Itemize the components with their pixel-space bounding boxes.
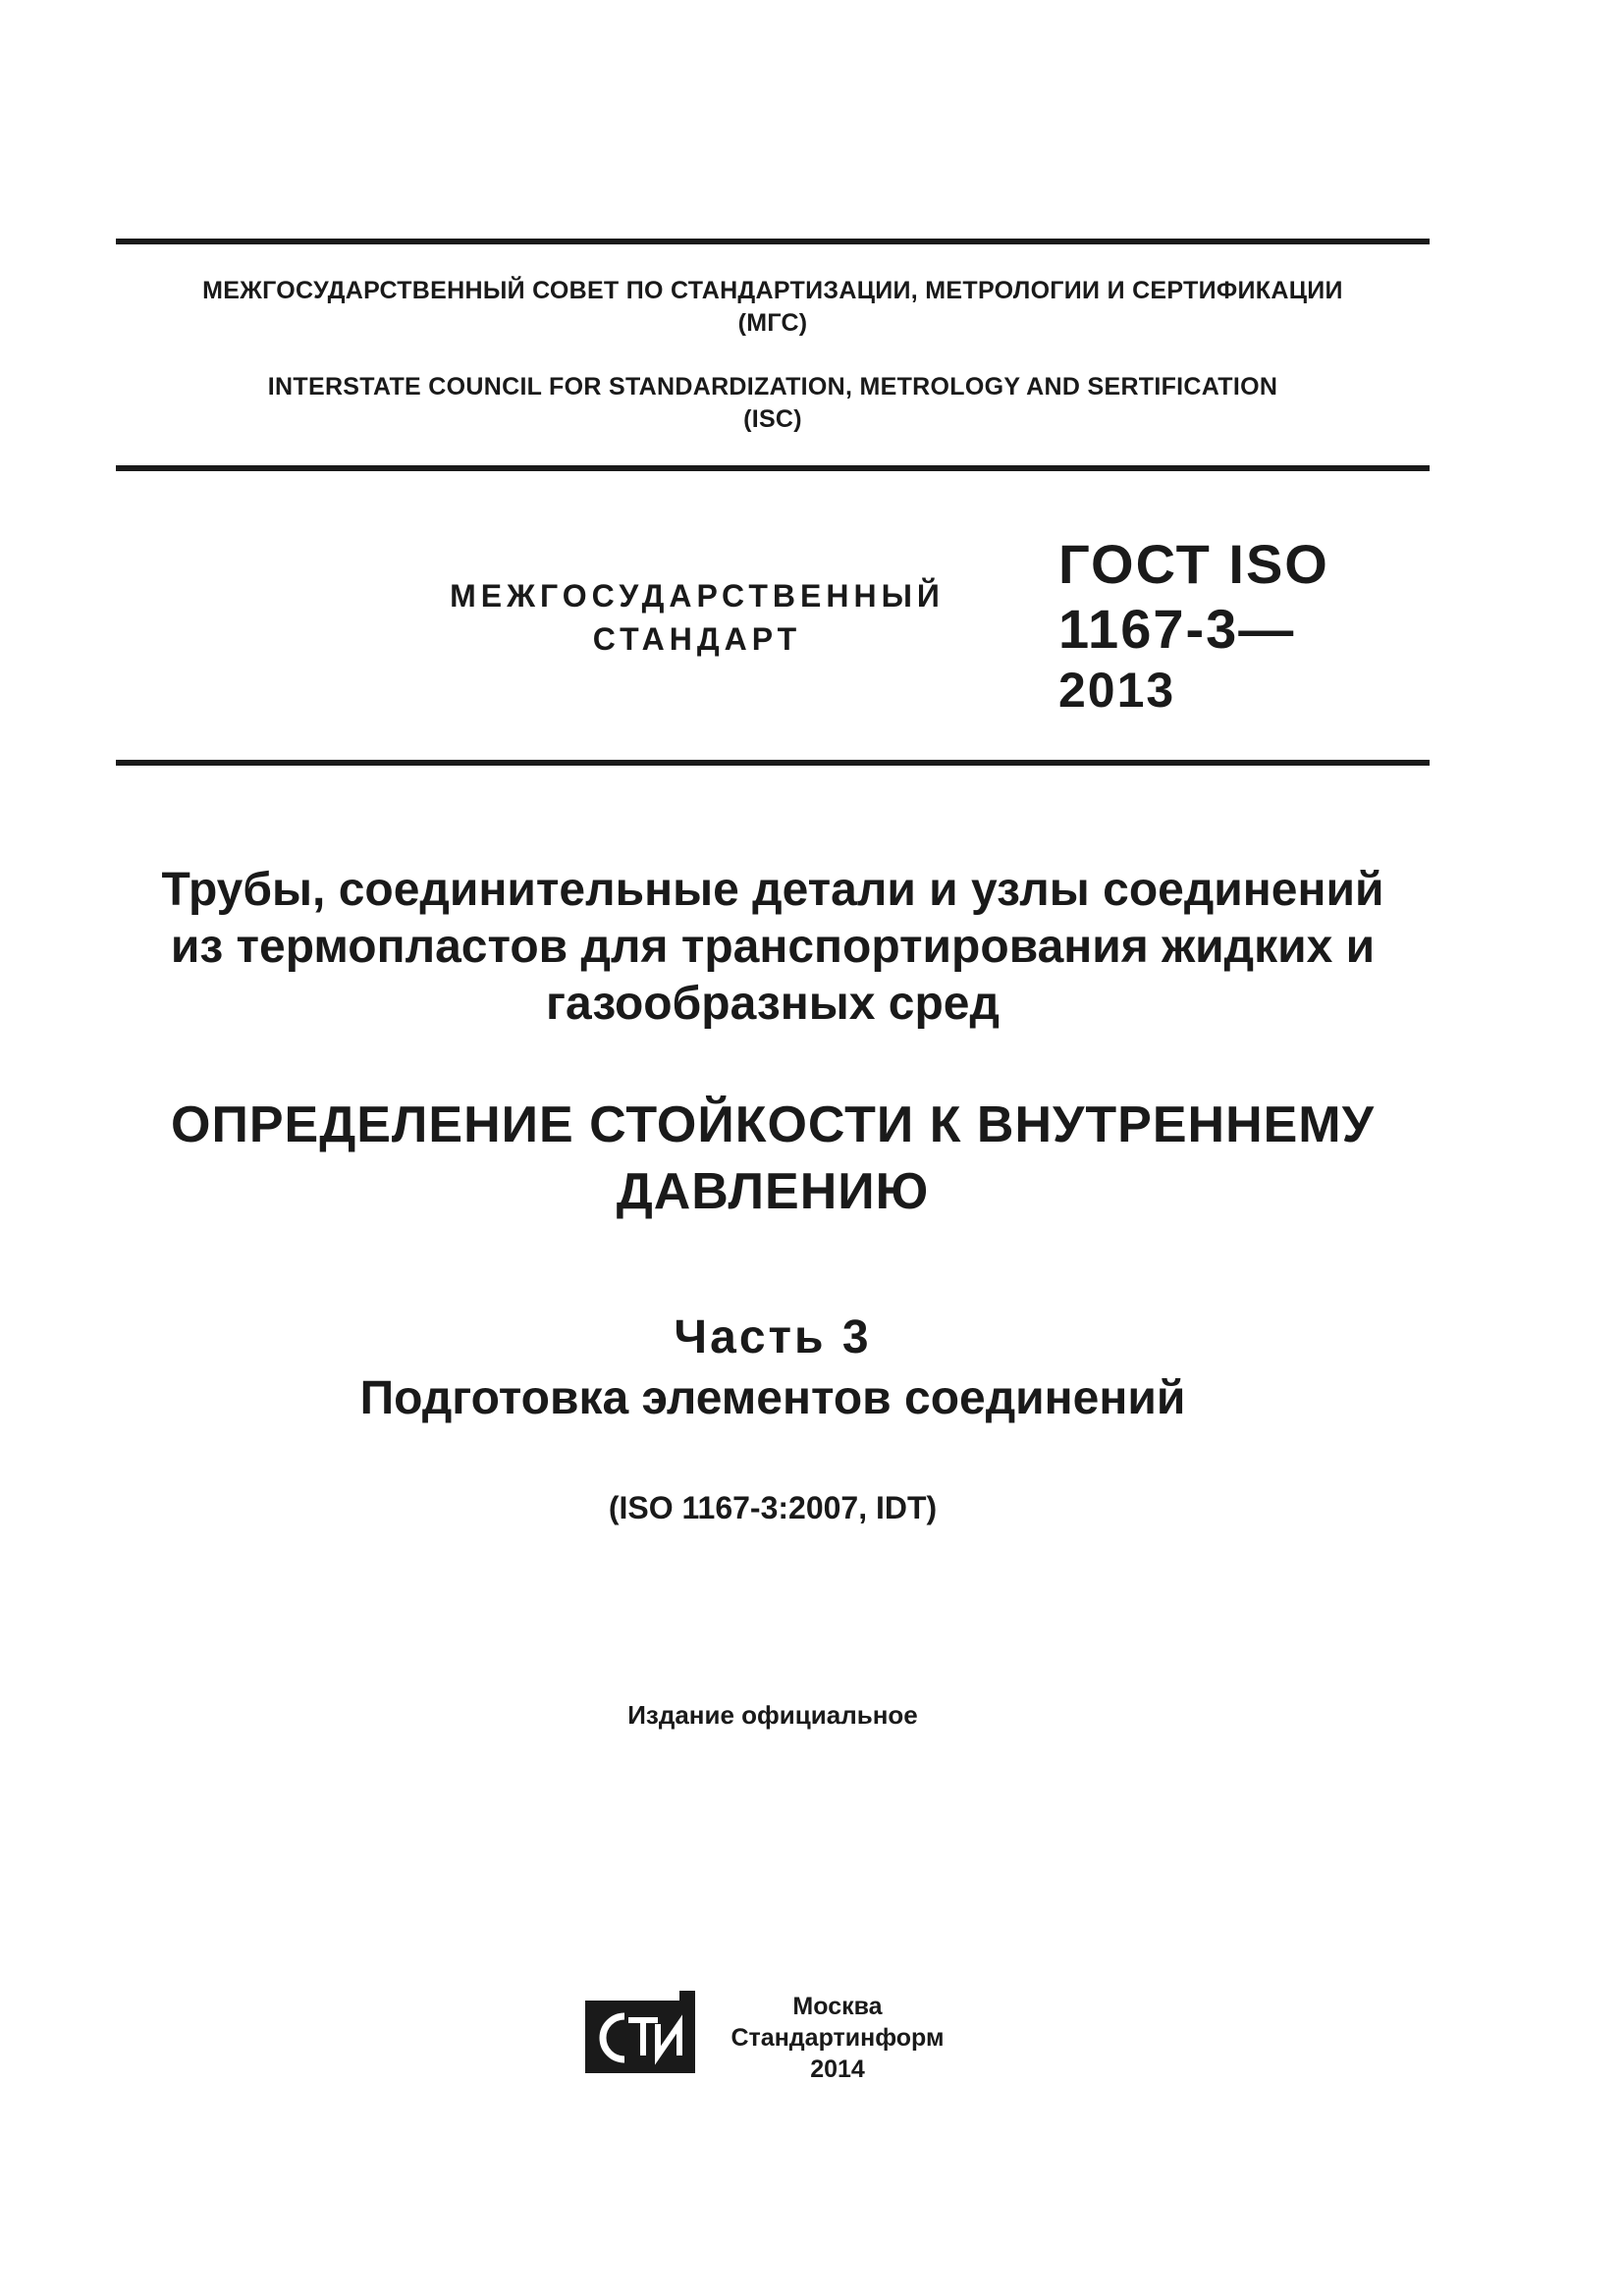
iso-reference: (ISO 1167-3:2007, IDT) [608, 1490, 938, 1525]
publisher-name: Стандартинформ [730, 2024, 945, 2052]
subject-line1: Трубы, соединительные детали и узлы соединений [161, 864, 1384, 916]
standard-number-line2: 1167-3— [1058, 598, 1296, 660]
publisher-block [585, 1991, 998, 2118]
standard-bottom-rule [116, 760, 1430, 766]
main-title-line1: ОПРЕДЕЛЕНИЕ СТОЙКОСТИ К ВНУТРЕННЕМУ [171, 1096, 1375, 1153]
document-subject [116, 862, 1430, 1033]
standard-number-line1: ГОСТ ISO [1058, 533, 1329, 595]
top-rule [116, 239, 1430, 244]
standard-number [1058, 532, 1412, 719]
part-label: Часть 3 [674, 1311, 872, 1363]
council-en-line1: INTERSTATE COUNCIL FOR STANDARDIZATION, METROLOGY AND SERTIFICATION [267, 373, 1278, 400]
council-ru-line2: (МГС) [737, 309, 808, 337]
council-ru [116, 275, 1430, 340]
subject-line3: газообразных сред [546, 978, 1000, 1030]
main-title-line2: ДАВЛЕНИЮ [616, 1163, 930, 1220]
publisher-year: 2014 [810, 2056, 865, 2083]
header-bottom-rule [116, 465, 1430, 471]
edition-note: Издание официальное [627, 1700, 918, 1730]
council-en-line2: (ISC) [743, 405, 802, 433]
council-en [116, 371, 1430, 436]
subject-line2: из термопластов для транспортирования жидких и [170, 921, 1376, 973]
publisher-city: Москва [792, 1993, 883, 2020]
standard-type-line1: МЕЖГОСУДАРСТВЕННЫЙ [450, 578, 945, 614]
standartinform-logo-icon [585, 1991, 695, 2073]
document-part [116, 1308, 1430, 1429]
standard-type-label [422, 574, 972, 661]
part-title: Подготовка элементов соединений [359, 1372, 1186, 1424]
document-main-title [116, 1092, 1430, 1225]
standard-number-year: 2013 [1058, 663, 1176, 718]
standard-type-line2: СТАНДАРТ [592, 621, 802, 657]
council-ru-line1: МЕЖГОСУДАРСТВЕННЫЙ СОВЕТ ПО СТАНДАРТИЗАЦИИ, МЕТРОЛОГИИ И СЕРТИФИКАЦИИ [202, 277, 1343, 304]
publisher-text [715, 1991, 960, 2085]
